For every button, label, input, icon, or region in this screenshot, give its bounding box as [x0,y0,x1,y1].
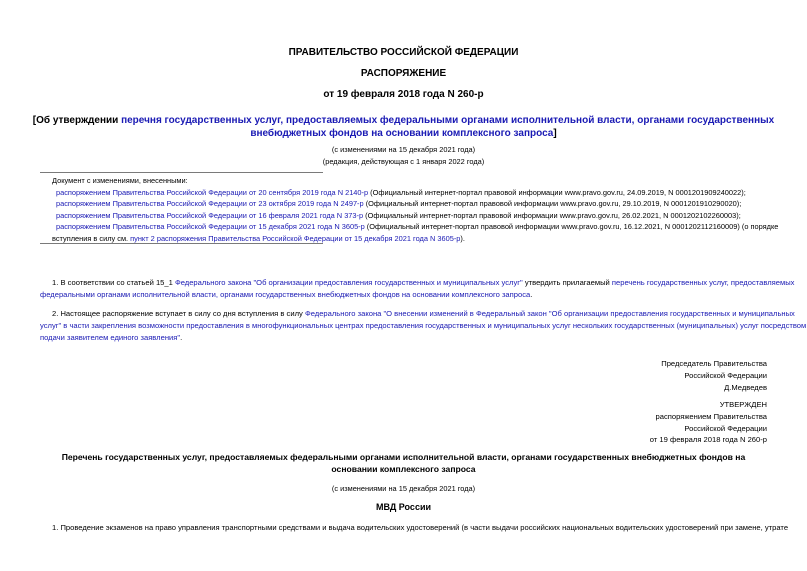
amendment-item: распоряжением Правительства Российской Федерации от 20 сентября 2019 года N 2140-р (Официальный интернет-портал правовой информации www.pravo.gov.ru, 24.09.2019, N 0001201909240022); [56,187,746,197]
amendment-link[interactable]: распоряжением Правительства Российской Федерации от 23 октября 2019 года N 2497-р [56,199,364,209]
government-heading: ПРАВИТЕЛЬСТВО РОССИЙСКОЙ ФЕДЕРАЦИИ [288,47,519,58]
list-link[interactable]: перечень государственных услуг, предоставляемых [611,278,795,287]
amendments-block [52,175,792,245]
signature-block: Председатель Правительства Российской Федерации Д.Медведев [661,359,767,392]
amend-law-link-cont[interactable]: услуг" в части закрепления возможности предоставления в многофункциональных центрах предоставления государственных и муниципальных услуг нескольких государственных (муниципальных) услуг посредством [40,320,807,330]
amendment-link[interactable]: распоряжением Правительства Российской Федерации от 15 декабря 2021 года N 3605-р [56,222,365,232]
amendment-link[interactable]: распоряжением Правительства Российской Федерации от 20 сентября 2019 года N 2140-р [56,187,369,197]
amendment-item: распоряжением Правительства Российской Федерации от 15 декабря 2021 года N 3605-р (Официальный интернет-портал правовой информации www.pravo.gov.ru, 16.12.2021, N 0001202112160009) (о порядке [56,222,779,232]
amendment-item: распоряжением Правительства Российской Федерации от 16 февраля 2021 года N 373-р (Официальный интернет-портал правовой информации www.pravo.gov.ru, 26.02.2021, N 0001202102260003); [56,210,741,220]
law-link[interactable]: Федерального закона "Об организации предоставления государственных и муниципальных услуг" [174,278,523,287]
changes-note: (с изменениями на 15 декабря 2021 года) [331,145,476,154]
paragraph-2: 2. Настоящее распоряжение вступает в силу со дня вступления в силу Федерального закона "О внесении изменений в Федеральный закон "Об организации предоставления государственных и муниципальных услуг" в части закрепления возможности предоставления в многофункциональных центрах предоставления государственных и муниципальных услуг нескольких государственных (муниципальных) услуг посредством подачи заявителем единого заявления". [40,309,807,342]
list-title: Перечень государственных услуг, предоставляемых федеральными органами исполнительной власти, органами государственных внебюджетных фондов на основании комплексного запроса [61,452,746,474]
list-changes-note: (с изменениями на 15 декабря 2021 года) [331,484,476,493]
list-item-1: 1. Проведение экзаменов на право управления транспортными средствами и выдача водительских удостоверений (в части выдачи российских национальных водительских удостоверений при замене, утрате [52,523,789,532]
list-link-cont[interactable]: федеральными органами исполнительной власти, органами государственных внебюджетных фондов на основании комплексного запроса [40,289,531,299]
amend-law-link-end[interactable]: подачи заявителем единого заявления" [40,332,181,342]
amend-law-link[interactable]: Федерального закона "О внесении изменений в Федеральный закон "Об организации предоставления государственных и муниципальных [304,309,795,318]
amendment-item: вступления в силу см. пункт 2 распоряжения Правительства Российской Федерации от 15 декабря 2021 года N 3605-р). [52,233,465,243]
edition-note: (редакция, действующая с 1 января 2022 года) [322,157,485,166]
amendment-link[interactable]: пункт 2 распоряжения Правительства Российской Федерации от 15 декабря 2021 года N 3605-р [130,233,461,243]
amendments-intro: Документ с изменениями, внесенными: [52,176,188,185]
approval-stamp: УТВЕРЖДЕН распоряжением Правительства Российской Федерации от 19 февраля 2018 года N 260-р [649,400,767,445]
amendment-link[interactable]: распоряжением Правительства Российской Федерации от 16 февраля 2021 года N 373-р [56,210,364,220]
divider-top [40,172,323,173]
agency-heading: МВД России [375,502,432,512]
amendment-item: распоряжением Правительства Российской Федерации от 23 октября 2019 года N 2497-р (Официальный интернет-портал правовой информации www.pravo.gov.ru, 29.10.2019, N 0001201910290020); [56,199,742,209]
divider-bottom [40,243,323,244]
document-type: РАСПОРЯЖЕНИЕ [360,68,447,79]
document-title: [Об утверждении перечня государственных услуг, предоставляемых федеральными органами исполнительной власти, органами государственных внебюджетных фондов на основании комплексного запроса] [32,115,775,139]
document-date-number: от 19 февраля 2018 года N 260-р [323,89,484,100]
paragraph-1: 1. В соответствии со статьей 15_1 Федерального закона "Об организации предоставления государственных и муниципальных услуг" утвердить прилагаемый перечень государственных услуг, предоставляемых федеральными органами исполнительной власти, органами государственных внебюджетных фондов на основании комплексного запроса. [40,278,795,299]
title-link[interactable]: перечня государственных услуг, предоставляемых федеральными органами исполнительной власти, органами государственных внебюджетных фондов на основании комплексного запроса [121,115,775,139]
